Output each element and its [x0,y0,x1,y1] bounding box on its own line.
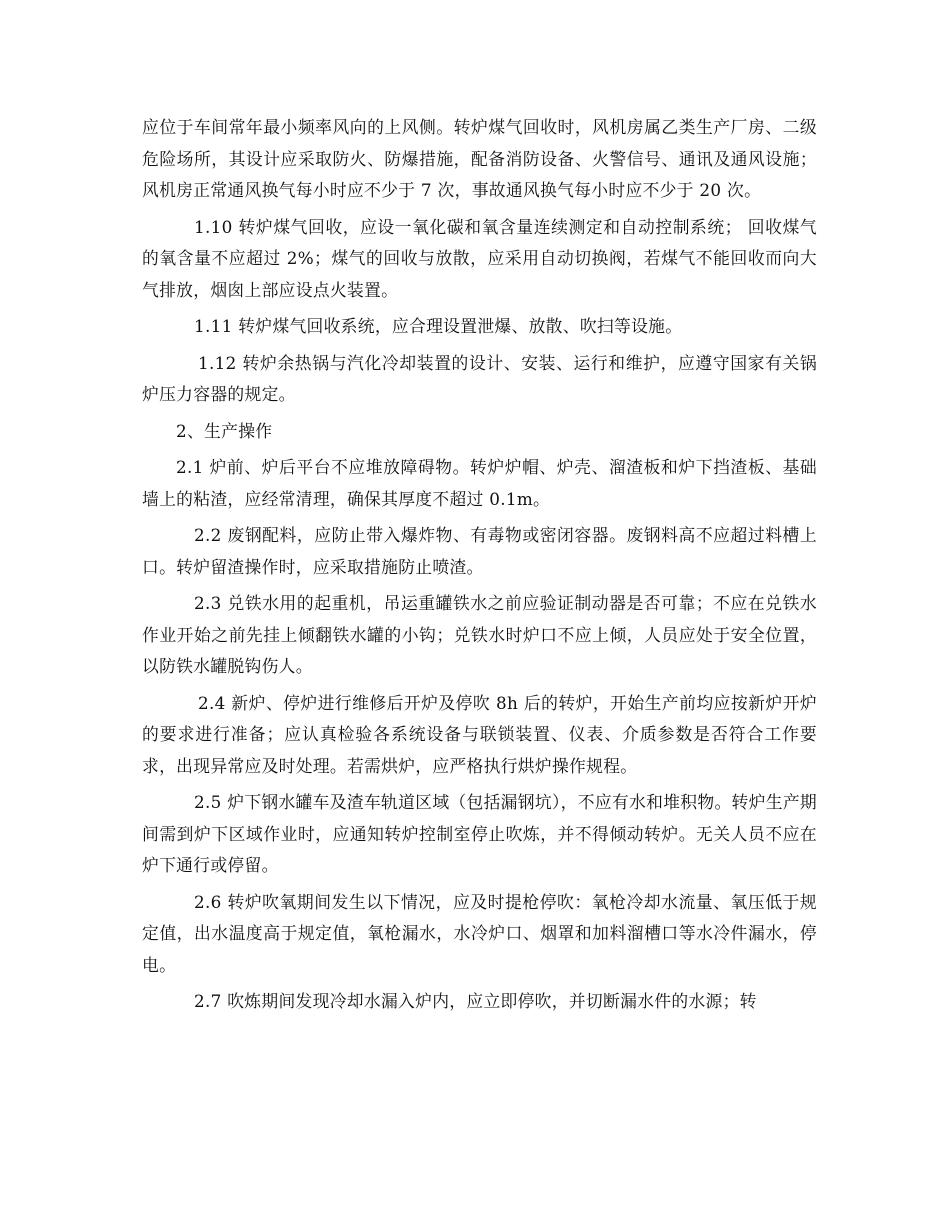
paragraph-continuation: 应位于车间常年最小频率风向的上风侧。转炉煤气回收时，风机房属乙类生产厂房、二级危险场所，其设计应采取防火、防爆措施，配备消防设备、火警信号、通讯及通风设施；风机房正常通风换气每小时应不少于 7 次，事故通风换气每小时应不少于 20 次。 [142,117,817,200]
paragraph-2-4: 2.4 新炉、停炉进行维修后开炉及停吹 8h 后的转炉，开始生产前均应按新炉开炉的要求进行准备；应认真检验各系统设备与联锁装置、仪表、介质参数是否符合工作要求，出现异常应及时处理。若需烘炉，应严格执行烘炉操作规程。 [142,692,817,776]
paragraph-1-10: 1.10 转炉煤气回收，应设一氧化碳和氧含量连续测定和自动控制系统； 回收煤气的氧含量不应超过 2%；煤气的回收与放散，应采用自动切换阀，若煤气不能回收而向大气排放，烟囱上部应设点火装置。 [142,216,817,300]
paragraph-2-6: 2.6 转炉吹氧期间发生以下情况，应及时提枪停吹：氧枪冷却水流量、氧压低于规定值，出水温度高于规定值，氧枪漏水，水冷炉口、烟罩和加料溜槽口等水冷件漏水，停电。 [142,891,817,975]
document-page [142,112,817,1023]
paragraph-2-5: 2.5 炉下钢水罐车及渣车轨道区域（包括漏钢坑），不应有水和堆积物。转炉生产期间需到炉下区域作业时，应通知转炉控制室停止吹炼，并不得倾动转炉。无关人员不应在炉下通行或停留。 [142,792,817,875]
section-heading-production: 2、生产操作 [176,420,273,441]
paragraph-1-11: 1.11 转炉煤气回收系统，应合理设置泄爆、放散、吹扫等设施。 [194,316,683,336]
paragraph-1-12: 1.12 转炉余热锅与汽化冷却装置的设计、安装、运行和维护，应遵守国家有关锅炉压力容器的规定。 [142,352,817,404]
paragraph-2-3: 2.3 兑铁水用的起重机，吊运重罐铁水之前应验证制动器是否可靠；不应在兑铁水作业开始之前先挂上倾翻铁水罐的小钩；兑铁水时炉口不应上倾，人员应处于安全位置，以防铁水罐脱钩伤人。 [142,593,817,676]
paragraph-2-1: 2.1 炉前、炉后平台不应堆放障碍物。转炉炉帽、炉壳、溜渣板和炉下挡渣板、基础墙上的粘渣，应经常清理，确保其厚度不超过 0.1m。 [142,457,817,509]
paragraph-2-7: 2.7 吹炼期间发现冷却水漏入炉内，应立即停吹，并切断漏水件的水源；转 [194,991,757,1011]
paragraph-2-2: 2.2 废钢配料，应防止带入爆炸物、有毒物或密闭容器。废钢料高不应超过料槽上口。转炉留渣操作时，应采取措施防止喷渣。 [142,525,817,577]
